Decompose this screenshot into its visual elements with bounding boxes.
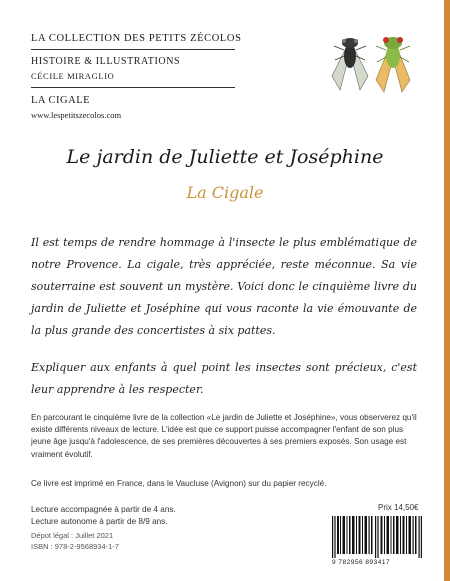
website-link[interactable]: www.lespetitszecolos.com [31,110,122,120]
credits-role: HISTOIRE & ILLUSTRATIONS [31,56,181,67]
description-paragraph: En parcourant le cinquième livre de la collection «Le jardin de Juliette et Joséphine», vous observerez qu'il existe différents niveaux de lecture. L'idée est que ce support puisse accompagner l'enfant de son plus jeune âge jusqu'à l'adolescence, de ses premières découvertes à ses premiers exposés. Son usage est vraiment évolutif. [31,413,417,459]
collection-name: LA COLLECTION DES PETITS ZÉCOLOS [31,33,242,44]
credits-author: CÉCILE MIRAGLIO [31,71,115,81]
divider [31,49,235,50]
divider [31,87,235,88]
book-spine [444,0,450,581]
reading-level-autonomous: Lecture autonome à partir de 8/9 ans. [31,517,168,527]
reading-levels [31,504,261,528]
isbn: ISBN : 978-2-9568934-1-7 [31,541,119,551]
book-name: LA CIGALE [31,95,91,106]
price-label: Prix 14,50€ [378,503,419,512]
script-paragraph-2: Expliquer aux enfants à quel point les insectes sont précieux, c'est leur apprendre à les respecter. [31,361,417,396]
insects-illustration [326,26,418,98]
book-subtitle: La Cigale [186,183,264,202]
legal-info [31,531,261,552]
printing-note: Ce livre est imprimé en France, dans le Vaucluse (Avignon) sur du papier recyclé. [31,479,327,488]
script-paragraph-1: Il est temps de rendre hommage à l'insecte le plus emblématique de notre Provence. La cigale, très appréciée, reste méconnue. Sa vie souterraine est souvent un mystère. Voici donc le cinquième livre du jardin de Juliette et Joséphine qui vous raconte la vie émouvante de la plus grande des concertistes à six pattes. [31,236,417,337]
green-cicada-icon [376,37,410,92]
cicada-icon [332,38,368,90]
barcode-number: 9 782956 893417 [332,559,391,566]
reading-level-accompanied: Lecture accompagnée à partir de 4 ans. [31,505,176,514]
book-title: Le jardin de Juliette et Joséphine [66,146,384,168]
barcode-icon [332,516,422,558]
legal-deposit: Dépot légal : Juillet 2021 [31,531,114,540]
